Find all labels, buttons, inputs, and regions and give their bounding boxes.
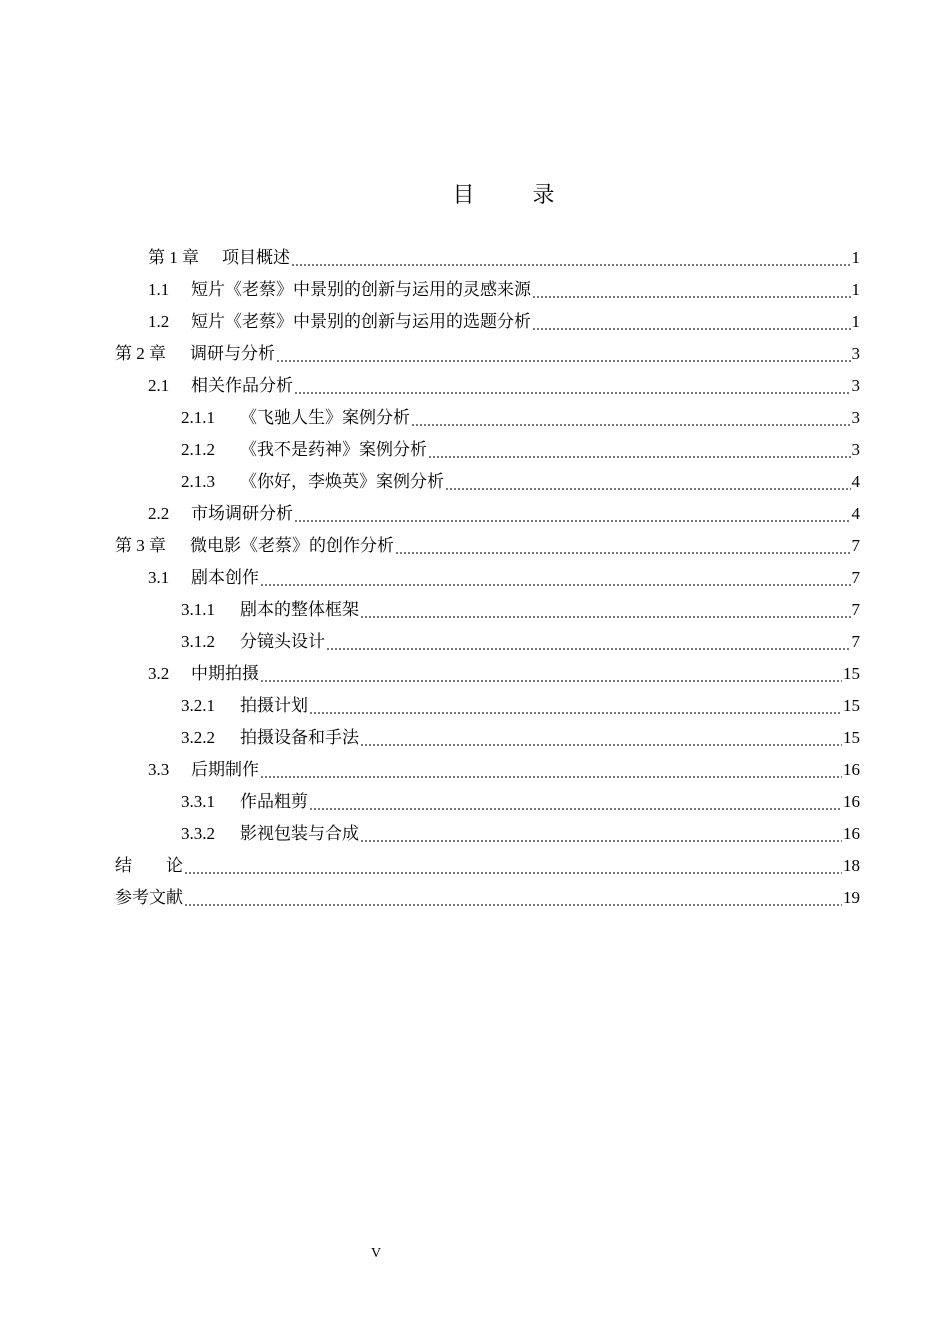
toc-entry-number: 3.2.1 bbox=[181, 696, 215, 715]
toc-link[interactable] bbox=[115, 850, 860, 882]
toc-entry-page: 3 bbox=[851, 376, 860, 395]
toc-link[interactable] bbox=[181, 466, 860, 498]
toc-dot-leader bbox=[532, 306, 851, 338]
toc-link[interactable] bbox=[148, 658, 860, 690]
toc-entry-number: 1.2 bbox=[148, 312, 170, 331]
toc-entry-page: 3 bbox=[851, 440, 860, 459]
toc-entry-number: 2.1.2 bbox=[181, 440, 215, 459]
toc-entry-page: 7 bbox=[851, 568, 860, 587]
toc-dot-leader bbox=[294, 370, 851, 402]
toc-entry-title: 调研与分析 bbox=[190, 344, 275, 363]
toc-entry-number: 2.2 bbox=[148, 504, 170, 523]
toc-dot-leader bbox=[445, 466, 851, 498]
toc-dot-leader bbox=[309, 786, 842, 818]
toc-entry-page: 18 bbox=[843, 856, 860, 875]
toc-link[interactable] bbox=[148, 754, 860, 786]
toc-entry-number: 第 1 章 bbox=[148, 248, 199, 267]
toc-entry bbox=[0, 402, 950, 434]
toc-dot-leader bbox=[184, 882, 842, 914]
toc-entry-number: 3.1.2 bbox=[181, 632, 215, 651]
toc-dot-leader bbox=[294, 498, 851, 530]
toc-entry-page: 3 bbox=[851, 408, 860, 427]
toc-dot-leader bbox=[184, 850, 842, 882]
toc-entry-title: 结 论 bbox=[115, 856, 183, 875]
toc-entry-number: 第 3 章 bbox=[115, 536, 166, 555]
toc-dot-leader bbox=[360, 722, 842, 754]
toc-entry-page: 16 bbox=[843, 792, 860, 811]
toc-dot-leader bbox=[326, 626, 851, 658]
toc-entry-number: 第 2 章 bbox=[115, 344, 166, 363]
toc-dot-leader bbox=[260, 754, 842, 786]
toc-entry bbox=[0, 690, 950, 722]
toc-link[interactable] bbox=[181, 402, 860, 434]
toc-entry bbox=[0, 786, 950, 818]
toc-entry-number: 1.1 bbox=[148, 280, 170, 299]
toc-entry-number: 3.1.1 bbox=[181, 600, 215, 619]
toc-dot-leader bbox=[532, 274, 851, 306]
toc-entry-title: 分镜头设计 bbox=[240, 632, 325, 651]
toc-link[interactable] bbox=[115, 882, 860, 914]
toc-entry bbox=[0, 242, 950, 274]
toc-link[interactable] bbox=[148, 274, 860, 306]
page-title: 目 录 bbox=[452, 183, 573, 208]
toc-entry bbox=[0, 754, 950, 786]
toc-entry bbox=[0, 306, 950, 338]
toc-entry-title: 中期拍摄 bbox=[191, 664, 259, 683]
toc-entry-title: 微电影《老蔡》的创作分析 bbox=[190, 536, 394, 555]
toc-entry-title: 短片《老蔡》中景别的创新与运用的选题分析 bbox=[191, 312, 531, 331]
toc-entry bbox=[0, 370, 950, 402]
toc-dot-leader bbox=[276, 338, 851, 370]
toc-entry-number: 2.1 bbox=[148, 376, 170, 395]
toc-entry-title: 市场调研分析 bbox=[191, 504, 293, 523]
toc-dot-leader bbox=[291, 242, 851, 274]
toc-link[interactable] bbox=[181, 434, 860, 466]
toc-link[interactable] bbox=[148, 306, 860, 338]
toc-entry-number: 2.1.1 bbox=[181, 408, 215, 427]
toc-link[interactable] bbox=[181, 594, 860, 626]
toc-entry-number: 3.2 bbox=[148, 664, 170, 683]
toc-entry-title: 后期制作 bbox=[191, 760, 259, 779]
toc-entry-title: 《我不是药神》案例分析 bbox=[240, 440, 427, 459]
toc-entry-title: 参考文献 bbox=[115, 888, 183, 907]
toc-entry-page: 1 bbox=[851, 280, 860, 299]
toc-entry-number: 3.3.1 bbox=[181, 792, 215, 811]
toc-dot-leader bbox=[260, 658, 842, 690]
toc-entry-number: 2.1.3 bbox=[181, 472, 215, 491]
toc-entry-title: 拍摄设备和手法 bbox=[240, 728, 359, 747]
toc-entry-number: 3.1 bbox=[148, 568, 170, 587]
toc-entry bbox=[0, 850, 950, 882]
toc-entry-page: 7 bbox=[851, 536, 860, 555]
toc-entry-page: 1 bbox=[851, 248, 860, 267]
toc-entry-title: 拍摄计划 bbox=[240, 696, 308, 715]
toc-link[interactable] bbox=[181, 786, 860, 818]
toc-entry bbox=[0, 818, 950, 850]
toc-link[interactable] bbox=[148, 562, 860, 594]
toc-link[interactable] bbox=[181, 818, 860, 850]
page-number: V bbox=[370, 1246, 382, 1261]
toc-entry bbox=[0, 338, 950, 370]
toc-dot-leader bbox=[411, 402, 851, 434]
toc-link[interactable] bbox=[115, 530, 860, 562]
toc-entry-number: 3.2.2 bbox=[181, 728, 215, 747]
toc-dot-leader bbox=[428, 434, 851, 466]
toc-entry-page: 15 bbox=[843, 696, 860, 715]
toc-entry-title: 剧本创作 bbox=[191, 568, 259, 587]
toc-entry-page: 16 bbox=[843, 824, 860, 843]
toc-entry bbox=[0, 530, 950, 562]
toc-link[interactable] bbox=[181, 722, 860, 754]
toc-entry-title: 剧本的整体框架 bbox=[240, 600, 359, 619]
toc-entry-page: 15 bbox=[843, 728, 860, 747]
toc-dot-leader bbox=[360, 818, 842, 850]
toc-entry-page: 7 bbox=[851, 632, 860, 651]
toc-entry-page: 4 bbox=[851, 504, 860, 523]
toc-entry-title: 影视包装与合成 bbox=[240, 824, 359, 843]
toc-link[interactable] bbox=[148, 242, 860, 274]
toc-dot-leader bbox=[360, 594, 851, 626]
toc-entry-page: 4 bbox=[851, 472, 860, 491]
toc-entry bbox=[0, 882, 950, 914]
toc-entry-page: 7 bbox=[851, 600, 860, 619]
toc-link[interactable] bbox=[181, 690, 860, 722]
toc-dot-leader bbox=[260, 562, 851, 594]
toc-entry bbox=[0, 658, 950, 690]
toc-entry-title: 作品粗剪 bbox=[240, 792, 308, 811]
toc-entry bbox=[0, 466, 950, 498]
toc-dot-leader bbox=[309, 690, 842, 722]
toc-entry bbox=[0, 626, 950, 658]
toc-entry-number: 3.3 bbox=[148, 760, 170, 779]
toc-entry-page: 3 bbox=[851, 344, 860, 363]
toc-entry-title: 《你好，李焕英》案例分析 bbox=[240, 472, 444, 491]
toc-entry bbox=[0, 434, 950, 466]
toc-entry bbox=[0, 594, 950, 626]
toc-entry-page: 1 bbox=[851, 312, 860, 331]
toc-entry bbox=[0, 498, 950, 530]
toc-link[interactable] bbox=[148, 370, 860, 402]
toc-entry bbox=[0, 722, 950, 754]
toc-entry bbox=[0, 274, 950, 306]
toc-entry-title: 相关作品分析 bbox=[191, 376, 293, 395]
toc-entry-number: 3.3.2 bbox=[181, 824, 215, 843]
toc-entry-page: 16 bbox=[843, 760, 860, 779]
toc-link[interactable] bbox=[181, 626, 860, 658]
toc-link[interactable] bbox=[115, 338, 860, 370]
toc-entry bbox=[0, 562, 950, 594]
toc-entry-title: 项目概述 bbox=[222, 248, 290, 267]
toc-entry-title: 《飞驰人生》案例分析 bbox=[240, 408, 410, 427]
toc-dot-leader bbox=[395, 530, 851, 562]
toc-entry-title: 短片《老蔡》中景别的创新与运用的灵感来源 bbox=[191, 280, 531, 299]
toc-link[interactable] bbox=[148, 498, 860, 530]
toc-entry-page: 19 bbox=[843, 888, 860, 907]
toc-entry-page: 15 bbox=[843, 664, 860, 683]
